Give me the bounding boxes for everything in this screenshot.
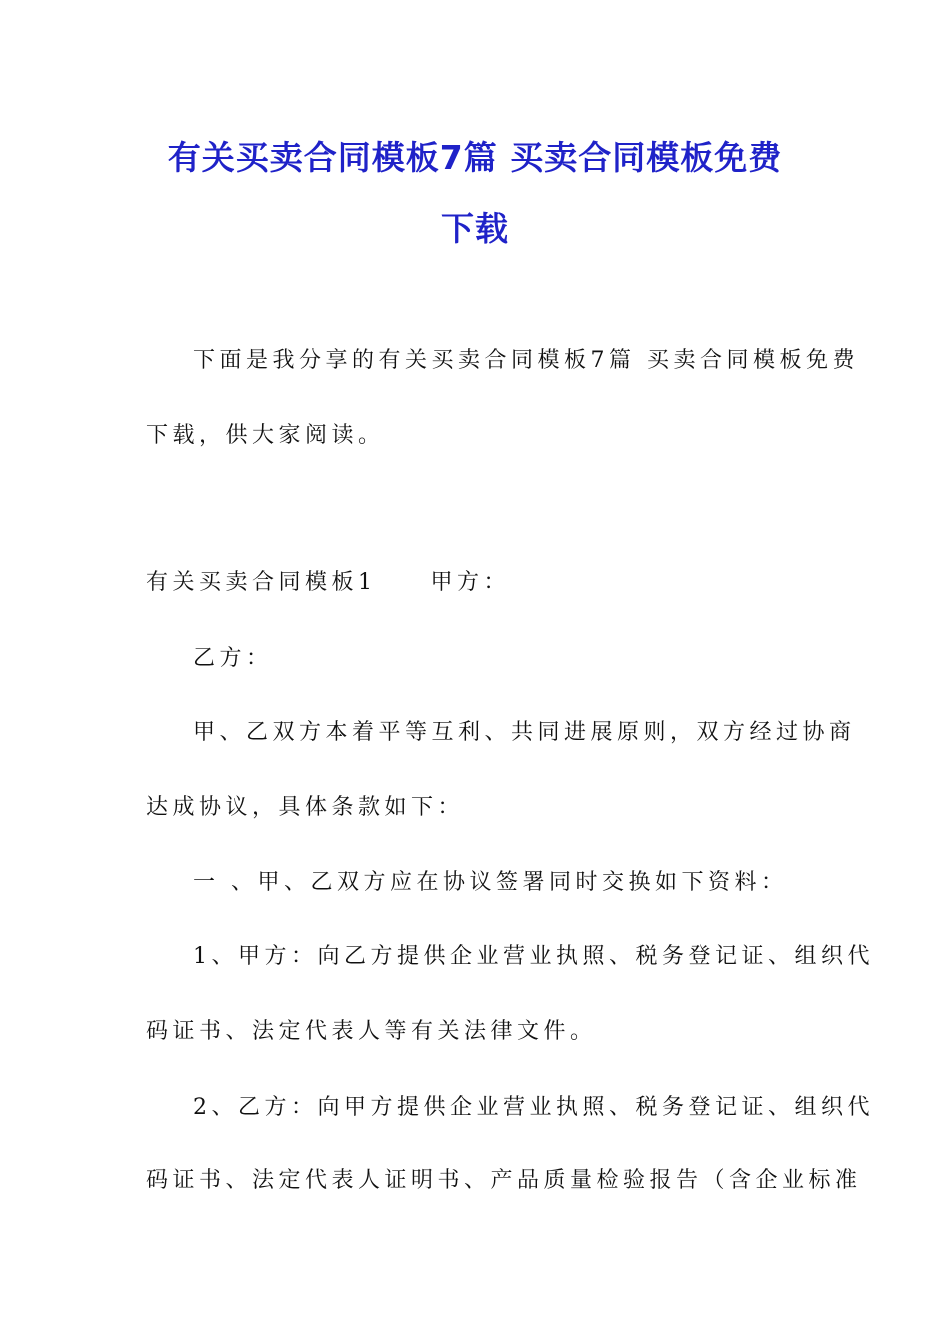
paragraph1-line1: 甲、乙双方本着平等互利、共同进展原则，双方经过协商 — [193, 720, 856, 745]
clause-one: 一 、甲、乙双方应在协议签署同时交换如下资料： — [193, 870, 788, 895]
document-title-line2: 下载 — [441, 209, 509, 248]
intro-line1: 下面是我分享的有关买卖合同模板7篇 买卖合同模板免费 — [193, 348, 859, 373]
clause-1-1-line2: 码证书、法定代表人等有关法律文件。 — [146, 1019, 597, 1044]
paragraph1-line2: 达成协议，具体条款如下： — [146, 795, 465, 820]
section-heading: 有关买卖合同模板1 — [146, 570, 377, 595]
section-heading-row — [146, 568, 510, 598]
party-a-label: 甲方： — [430, 570, 511, 595]
clause-1-2-line2: 码证书、法定代表人证明书、产品质量检验报告（含企业标准 — [146, 1168, 862, 1193]
clause-1-2-line1: 2、乙方：向甲方提供企业营业执照、税务登记证、组织代 — [193, 1095, 874, 1120]
party-b-label: 乙方： — [193, 646, 273, 671]
intro-line2: 下载，供大家阅读。 — [146, 423, 385, 448]
document-title-line1: 有关买卖合同模板7篇 买卖合同模板免费 — [167, 138, 783, 177]
clause-1-1-line1: 1、甲方：向乙方提供企业营业执照、税务登记证、组织代 — [193, 944, 874, 969]
